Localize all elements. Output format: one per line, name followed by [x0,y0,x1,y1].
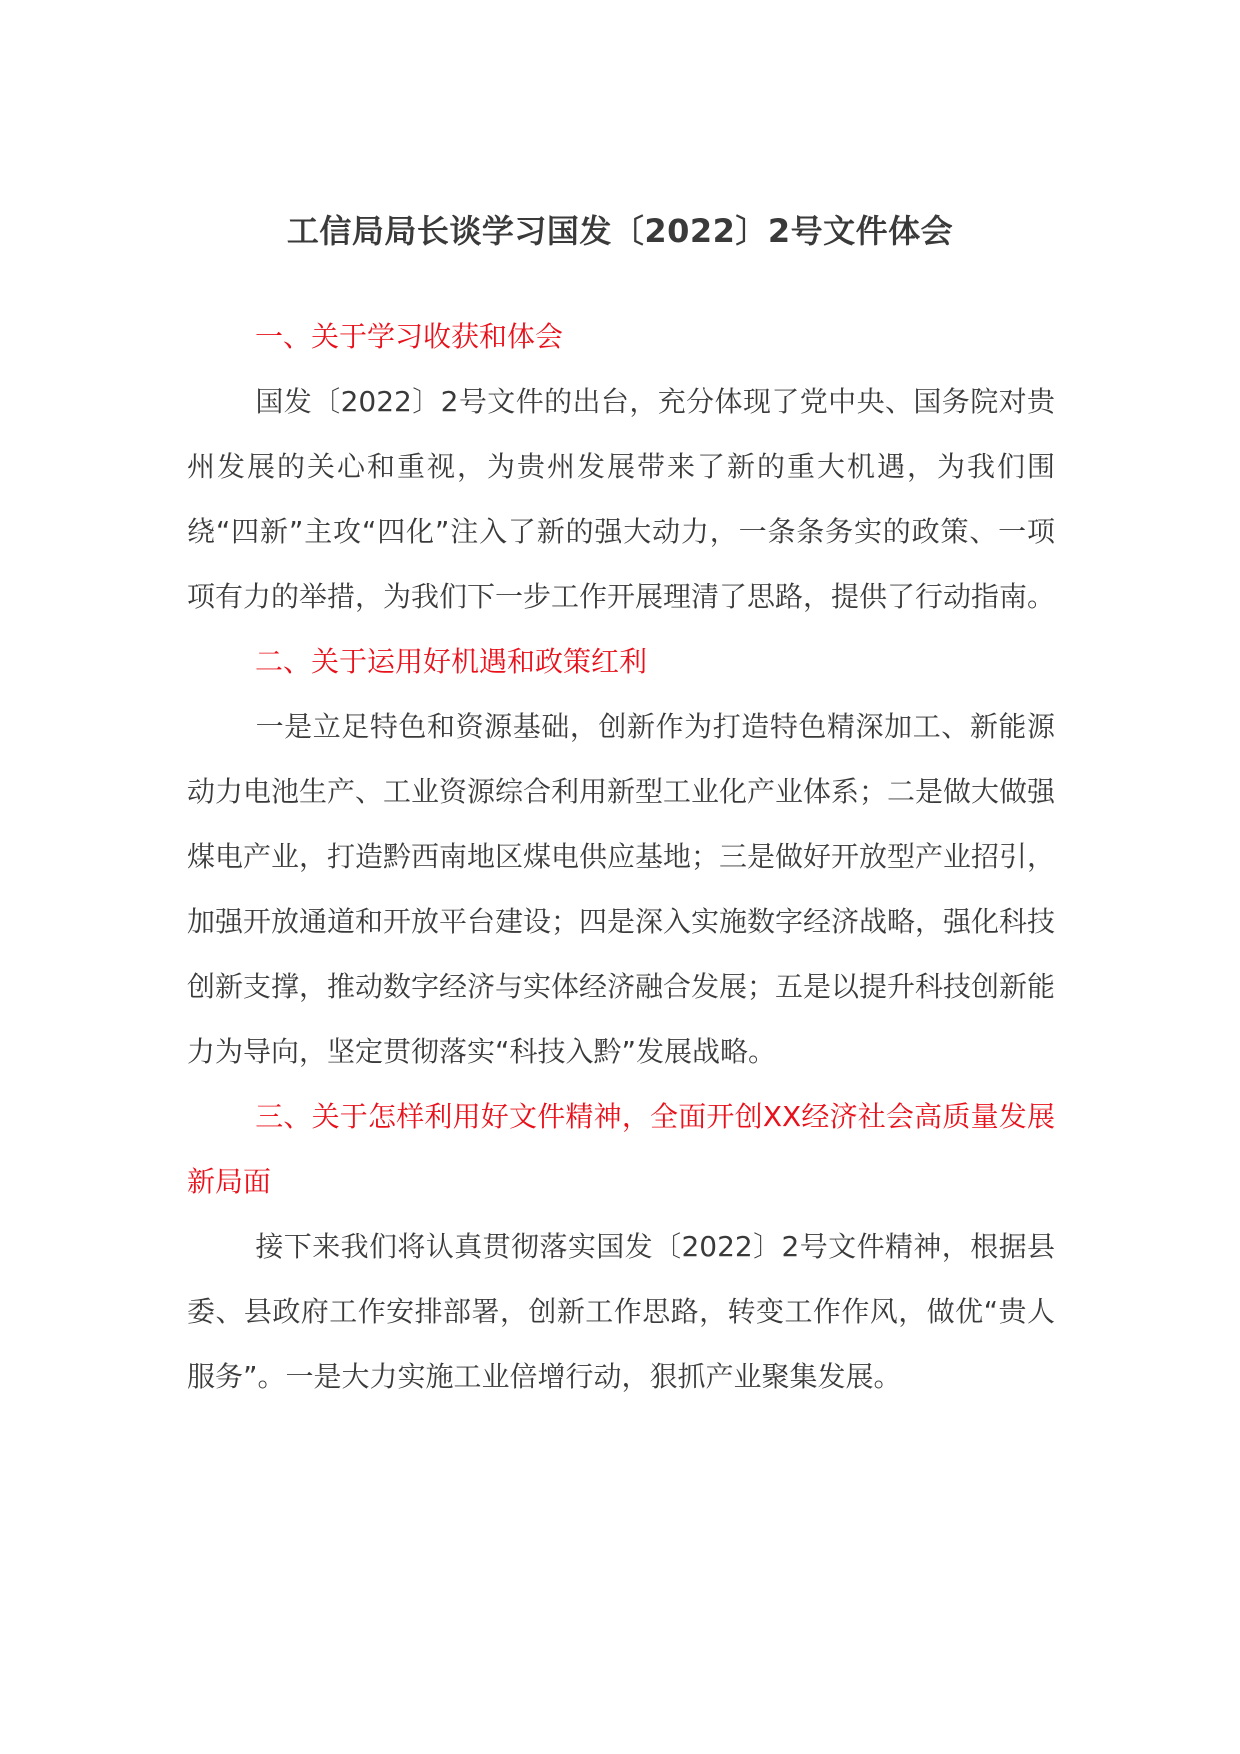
document-title: 工信局局长谈学习国发〔2022〕2号文件体会 [286,212,954,250]
section-paragraph [187,1214,1055,1409]
section-paragraph [187,694,1055,1084]
section-paragraph [187,369,1055,629]
document-body [187,304,1055,1409]
section-paragraph-text: 接下来我们将认真贯彻落实国发〔2022〕2号文件精神，根据县委、县政府工作安排部署，创新工作思路，转变工作作风，做优“贵人服务”。一是大力实施工业倍增行动，狠抓产业聚集发展。 [187,1230,1055,1393]
section-paragraph-text: 国发〔2022〕2号文件的出台，充分体现了党中央、国务院对贵州发展的关心和重视，为贵州发展带来了新的重大机遇，为我们围绕“四新”主攻“四化”注入了新的强大动力，一条条务实的政策、一项项有力的举措，为我们下一步工作开展理清了思路，提供了行动指南。 [187,385,1056,613]
section-paragraph-text: 一是立足特色和资源基础，创新作为打造特色精深加工、新能源动力电池生产、工业资源综合利用新型工业化产业体系；二是做大做强煤电产业，打造黔西南地区煤电供应基地；三是做好开放型产业招引，加强开放通道和开放平台建设；四是深入实施数字经济战略，强化科技创新支撑，推动数字经济与实体经济融合发展；五是以提升科技创新能力为导向，坚定贯彻落实“科技入黔”发展战略。 [187,710,1056,1068]
section-heading-text: 三、关于怎样利用好文件精神，全面开创XX经济社会高质量发展新局面 [187,1100,1055,1198]
section-heading [187,1084,1055,1214]
section-heading [187,629,1055,694]
section-heading-text: 二、关于运用好机遇和政策红利 [255,645,648,678]
section-heading-text: 一、关于学习收获和体会 [255,320,564,353]
section-heading [187,304,1055,369]
